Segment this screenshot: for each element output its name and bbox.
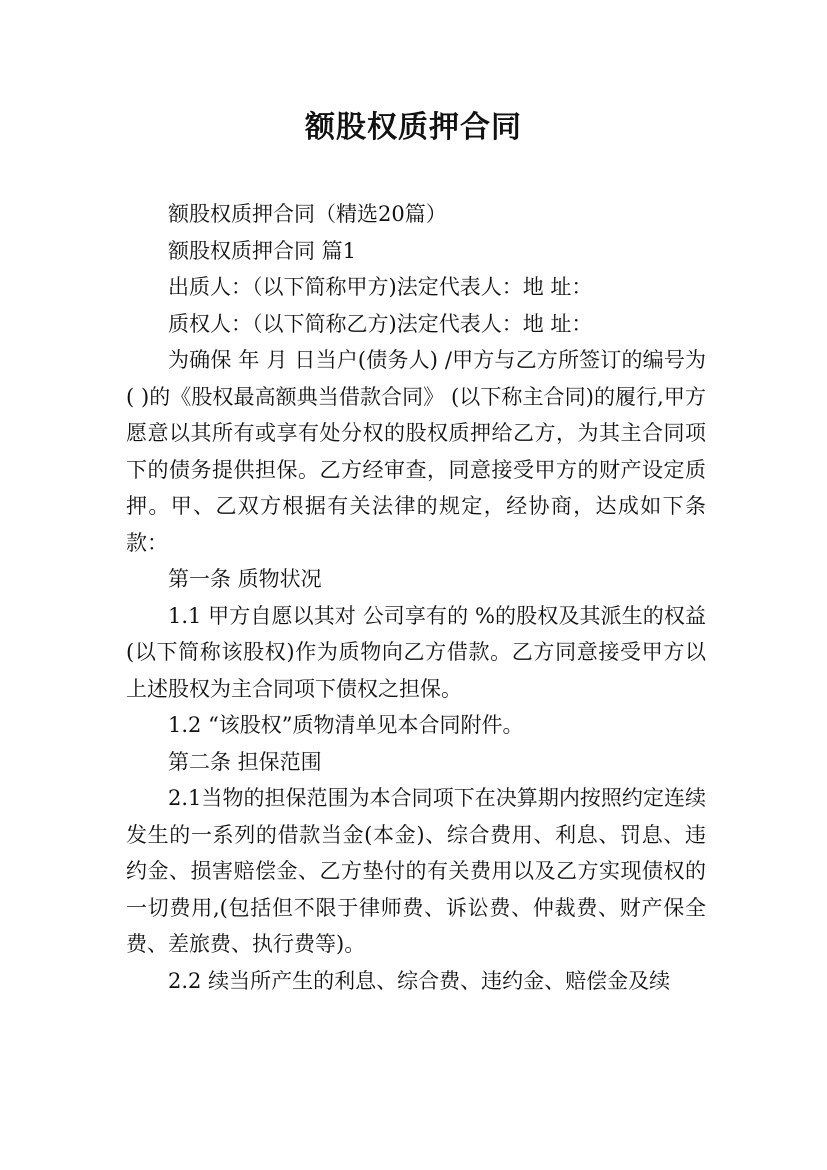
paragraph-article-1: 第一条 质物状况 [168,567,322,591]
paragraph-clause-2-2: 2.2 续当所产生的利息、综合费、违约金、赔偿金及续 [168,968,671,993]
paragraph-heading: 额股权质押合同（精选20篇） [168,202,447,226]
paragraph-clause-1-2: 1.2 “该股权”质物清单见本合同附件。 [168,713,524,737]
paragraph-section-title: 额股权质押合同 篇1 [168,238,357,263]
paragraph-pledgor: 出质人：（以下简称甲方)法定代表人：地 址： [168,275,593,299]
paragraph-clause-2-1: 2.1当物的担保范围为本合同项下在决算期内按照约定连续发生的一系列的借款当金(本金)、综合费用、利息、罚息、违约金、损害赔偿金、乙方垫付的有关费用以及乙方实现债权的一切费用,(包括但不限于律师费、诉讼费、仲裁费、财产保全费、差旅费、执行费等)。 [126,786,706,956]
paragraph-clause-1-1: 1.1 甲方自愿以其对 公司享有的 %的股权及其派生的权益(以下简称该股权)作为质物向乙方借款。乙方同意接受甲方以上述股权为主合同项下债权之担保。 [126,603,706,701]
paragraph-article-2: 第二条 担保范围 [168,749,322,774]
document-body [126,196,706,999]
paragraph-preamble: 为确保 年 月 日当户(债务人) /甲方与乙方所签订的编号为( )的《股权最高额典当借款合同》 (以下称主合同)的履行,甲方愿意以其所有或享有处分权的股权质押给乙方，为其主合同项下的债务提供担保。乙方经审查，同意接受甲方的财产设定质押。甲、乙双方根据有关法律的规定，经协商，达成如下条款： [126,348,706,555]
paragraph-pledgee: 质权人：（以下简称乙方)法定代表人：地 址： [168,311,593,336]
document-title: 额股权质押合同 [305,110,522,145]
